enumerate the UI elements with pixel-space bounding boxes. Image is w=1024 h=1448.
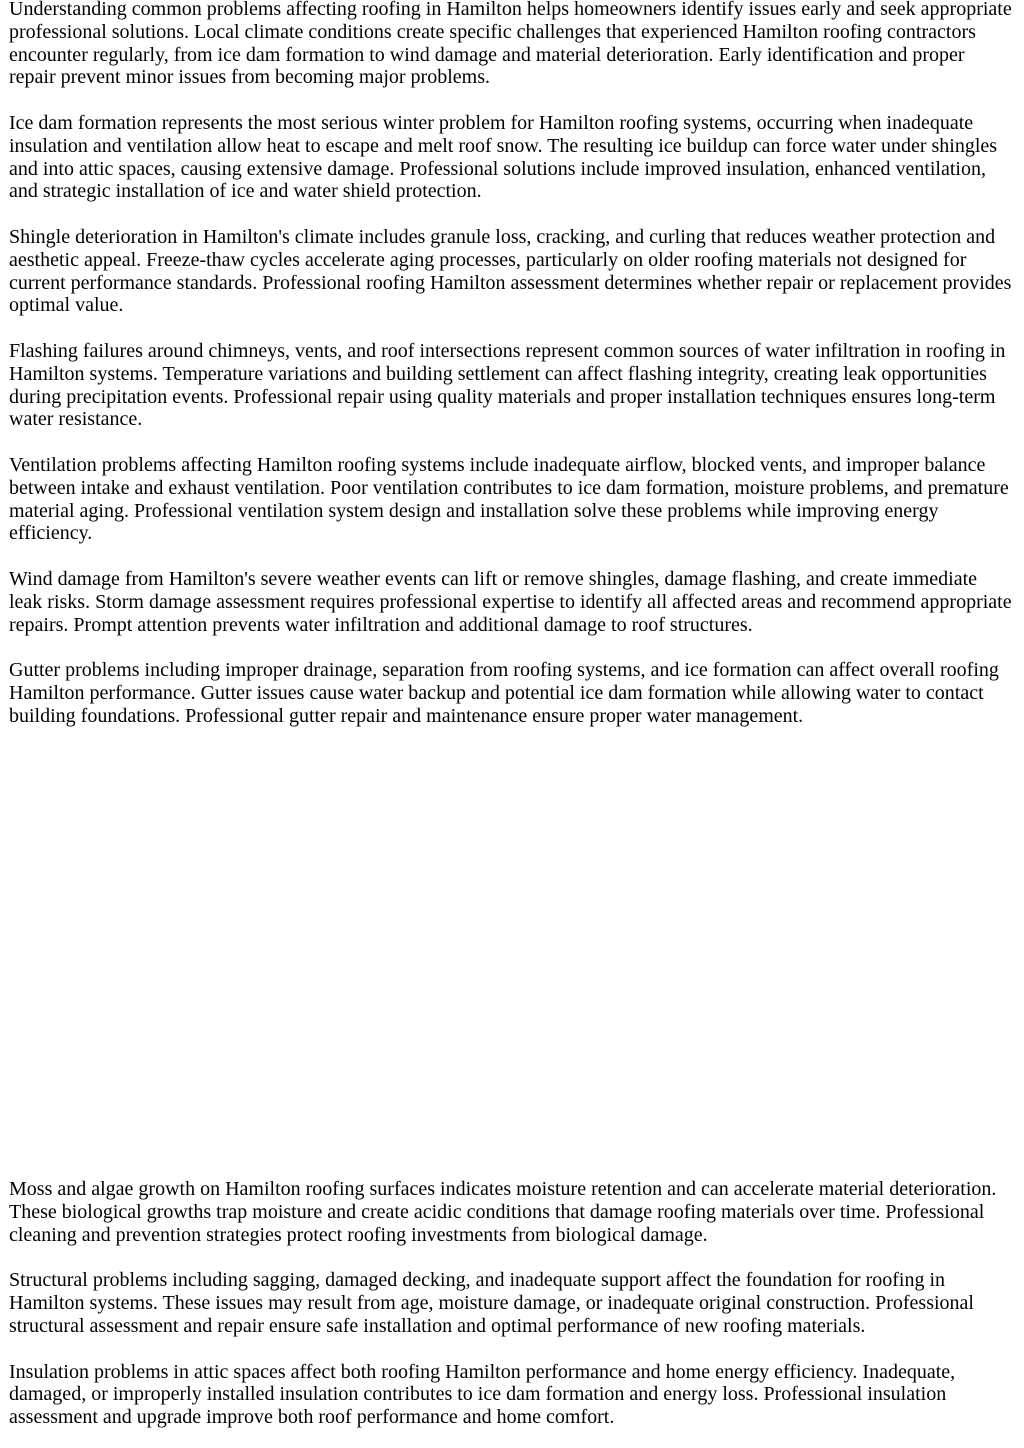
- paragraph-intro: Understanding common problems affecting roofing in Hamilton helps homeowners identify issues early and seek appropriate professional solutions. Local climate conditions create specific challenges that experienced Hamilton roofing contractors encounter regularly, from ice dam formation to wind damage and material deterioration. Early identification and proper repair prevent minor issues from becoming major problems.: [9, 0, 1012, 89]
- paragraph-moss-algae: Moss and algae growth on Hamilton roofing surfaces indicates moisture retention and can accelerate material deterioration. These biological growths trap moisture and create acidic conditions that damage roofing materials over time. Professional cleaning and prevention strategies protect roofing investments from biological damage.: [9, 1178, 997, 1246]
- paragraph-shingle-deterioration: Shingle deterioration in Hamilton's climate includes granule loss, cracking, and curling that reduces weather protection and aesthetic appeal. Freeze-thaw cycles accelerate aging processes, particularly on older roofing materials not designed for current performance standards. Professional roofing Hamilton assessment determines whether repair or replacement provides optimal value.: [9, 225, 1012, 317]
- paragraph-wind-damage: Wind damage from Hamilton's severe weather events can lift or remove shingles, damage flashing, and create immediate leak risks. Storm damage assessment requires professional expertise to identify all affected areas and recommend appropriate repairs. Prompt attention prevents water infiltration and additional damage to roof structures.: [9, 567, 1012, 636]
- paragraph-ice-dam: Ice dam formation represents the most serious winter problem for Hamilton roofing systems, occurring when inadequate insulation and ventilation allow heat to escape and melt roof snow. The resulting ice buildup can force water under shingles and into attic spaces, causing extensive damage. Professional solutions include improved insulation, enhanced ventilation, and strategic installation of ice and water shield protection.: [9, 111, 998, 203]
- paragraph-ventilation-problems: Ventilation problems affecting Hamilton roofing systems include inadequate airflow, blocked vents, and improper balance between intake and exhaust ventilation. Poor ventilation contributes to ice dam formation, moisture problems, and premature material aging. Professional ventilation system design and installation solve these problems while improving energy efficiency.: [9, 453, 1009, 545]
- vertical-blank-gap: [9, 750, 1015, 1178]
- paragraph-flashing-failures: Flashing failures around chimneys, vents, and roof intersections represent common sources of water infiltration in roofing in Hamilton systems. Temperature variations and building settlement can affect flashing integrity, creating leak opportunities during precipitation events. Professional repair using quality materials and proper installation techniques ensures long-term water resistance.: [9, 339, 1006, 431]
- paragraph-insulation-problems: Insulation problems in attic spaces affect both roofing Hamilton performance and home energy efficiency. Inadequate, damaged, or improperly installed insulation contributes to ice dam formation and energy loss. Professional insulation assessment and upgrade improve both roof performance and home comfort.: [9, 1360, 956, 1429]
- paragraph-structural-problems: Structural problems including sagging, damaged decking, and inadequate support affect the foundation for roofing in Hamilton systems. These issues may result from age, moisture damage, or inadequate original construction. Professional structural assessment and repair ensure safe installation and optimal performance of new roofing materials.: [9, 1269, 974, 1338]
- paragraph-gutter-problems: Gutter problems including improper drainage, separation from roofing systems, and ice formation can affect overall roofing Hamilton performance. Gutter issues cause water backup and potential ice dam formation while allowing water to contact building foundations. Professional gutter repair and maintenance ensure proper water management.: [9, 659, 999, 727]
